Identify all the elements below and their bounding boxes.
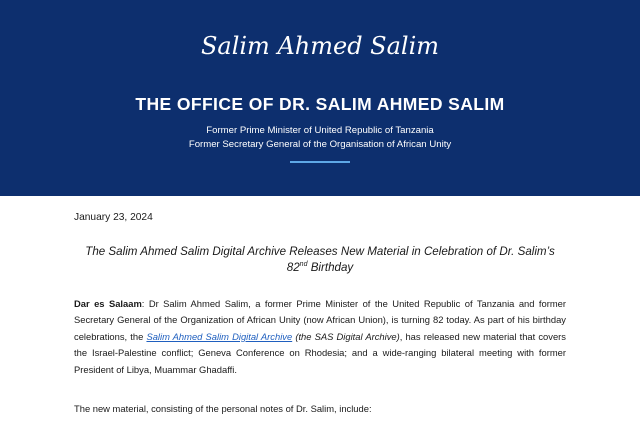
office-title: THE OFFICE OF DR. SALIM AHMED SALIM	[135, 94, 505, 114]
subtitle-secretary-general: Former Secretary General of the Organisation of African Unity	[188, 139, 452, 150]
letterhead-banner	[0, 0, 640, 196]
subtitle-prime-minister: Former Prime Minister of United Republic of Tanzania	[206, 125, 434, 136]
press-release-headline	[74, 244, 566, 275]
headline-text: The Salim Ahmed Salim Digital Archive Releases New Material in Celebration of Dr. Salim’s 82	[85, 245, 555, 274]
paragraph-text-1: : Dr Salim Ahmed Salim, a former Prime Minister of the United Republic of Tanzania and former Secretary General of the Organization of African Unity (now African Union), is turning 82 today. As part of his birthday celebrations, the	[74, 298, 567, 342]
paragraph-text-2: , has released new material that covers the Israel-Palestine conflict; Geneva Conference on Rhodesia; and a wide-ranging bilateral meeting with former President of Libya, Muammar Ghadaffi.	[74, 330, 566, 375]
dateline: Dar es Salaam	[74, 298, 142, 309]
headline-ordinal: nd	[299, 260, 308, 268]
body-paragraph-1	[74, 296, 566, 378]
body-paragraph-2: The new material, consisting of the personal notes of Dr. Salim, include:	[74, 403, 372, 414]
signature-text: Salim Ahmed Salim	[200, 32, 440, 60]
signature-logo	[0, 22, 640, 68]
accent-divider	[290, 161, 350, 163]
headline-end: Birthday	[307, 260, 354, 274]
document-date: January 23, 2024	[74, 212, 153, 223]
archive-link[interactable]: Salim Ahmed Salim Digital Archive	[146, 330, 293, 342]
archive-note: (the SAS Digital Archive)	[292, 330, 400, 342]
